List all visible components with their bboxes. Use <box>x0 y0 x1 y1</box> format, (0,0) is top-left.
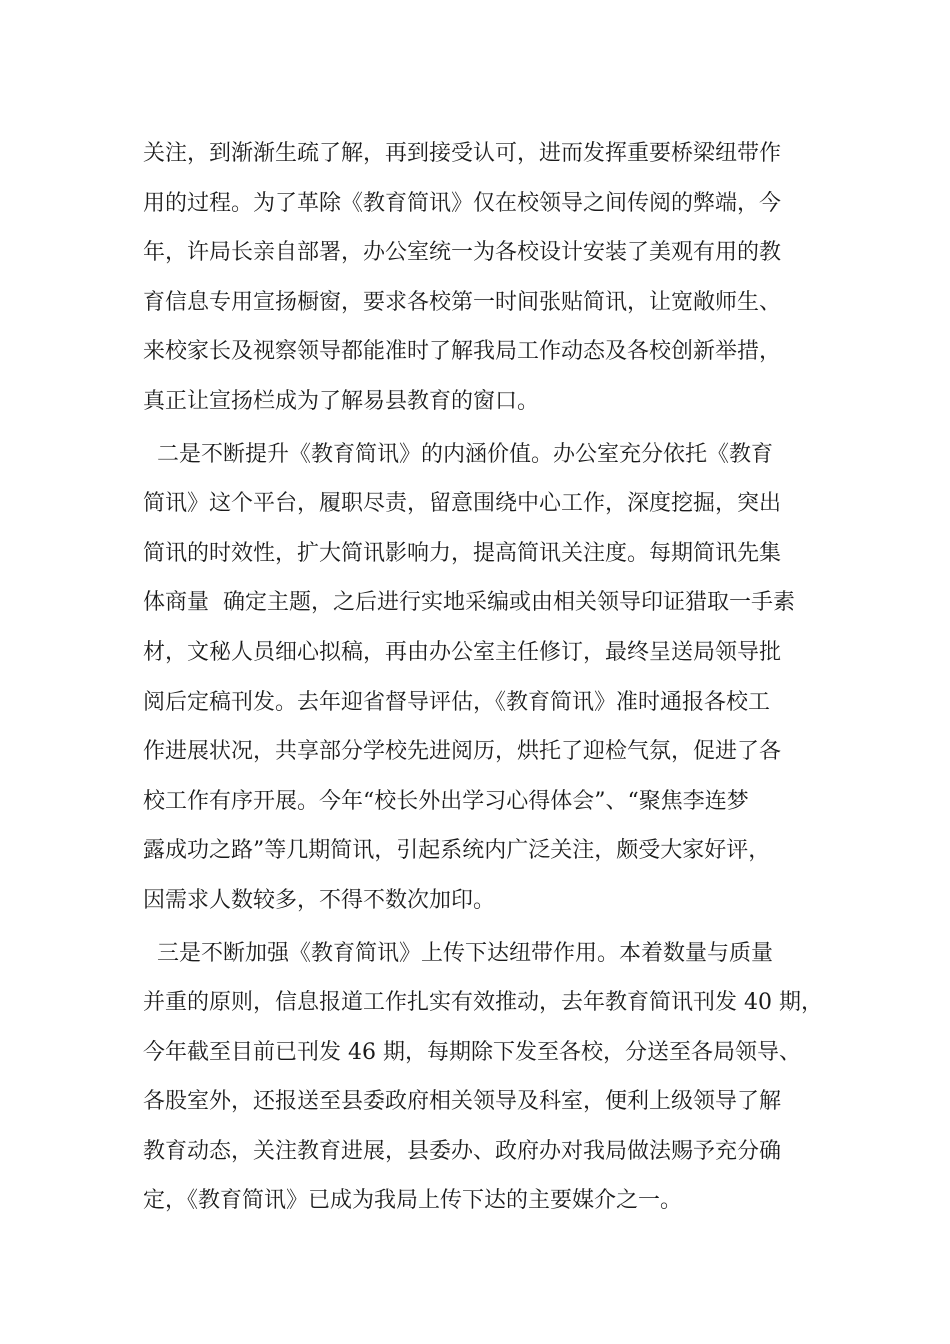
paragraph-3 <box>143 929 833 1227</box>
text-line: 作进展状况，共享部分学校先进阅历，烘托了迎检气氛，促进了各 <box>143 739 782 765</box>
text-line: 来校家长及视察领导都能准时了解我局工作动态及各校创新举措， <box>143 339 782 365</box>
text-line: 定，《教育简讯》已成为我局上传下达的主要媒介之一。 <box>143 1188 683 1214</box>
text-line: 因需求人数较多，不得不数次加印。 <box>143 887 496 913</box>
text-line: 二是不断提升《教育简讯》的内涵价值。办公室充分依托《教育 <box>143 441 773 467</box>
paragraph-1 <box>143 129 833 427</box>
text-line: 简讯》这个平台，履职尽责，留意围绕中心工作，深度挖掘，突出 <box>143 491 782 517</box>
text-line: 简讯的时效性，扩大简讯影响力，提高简讯关注度。每期简讯先集 <box>143 540 782 566</box>
text-line: 教育动态，关注教育进展，县委办、政府办对我局做法赐予充分确 <box>143 1138 782 1164</box>
text-line: 各股室外，还报送至县委政府相关领导及科室，便利上级领导了解 <box>143 1089 782 1115</box>
text-line: 关注，到渐渐生疏了解，再到接受认可，进而发挥重要桥梁纽带作 <box>143 141 782 166</box>
text-line: 今年截至目前已刊发 46 期，每期除下发至各校，分送至各局领导、 <box>143 1039 801 1065</box>
body-text <box>143 129 833 1229</box>
text-line: 露成功之路”等几期简讯，引起系统内广泛关注，颇受大家好评， <box>143 838 771 864</box>
text-line: 用的过程。为了革除《教育简讯》仅在校领导之间传阅的弊端，今 <box>143 190 782 216</box>
text-line: 材，文秘人员细心拟稿，再由办公室主任修订，最终呈送局领导批 <box>143 639 782 665</box>
text-line: 育信息专用宣扬橱窗，要求各校第一时间张贴简讯，让宽敞师生、 <box>143 289 782 315</box>
paragraph-2 <box>143 430 833 926</box>
text-line: 三是不断加强《教育简讯》上传下达纽带作用。本着数量与质量 <box>143 940 773 966</box>
text-line: 并重的原则，信息报道工作扎实有效推动，去年教育简讯刊发 40 期， <box>143 990 823 1016</box>
text-line: 阅后定稿刊发。去年迎省督导评估，《教育简讯》准时通报各校工 <box>143 689 771 715</box>
text-line: 体商量 确定主题，之后进行实地采编或由相关领导印证猎取一手素 <box>143 590 795 616</box>
text-line: 年，许局长亲自部署，办公室统一为各校设计安装了美观有用的教 <box>143 240 782 266</box>
text-line: 真正让宣扬栏成为了解易县教育的窗口。 <box>143 388 540 414</box>
text-line: 校工作有序开展。今年“校长外出学习心得体会”、“聚焦李连梦 <box>143 788 749 814</box>
